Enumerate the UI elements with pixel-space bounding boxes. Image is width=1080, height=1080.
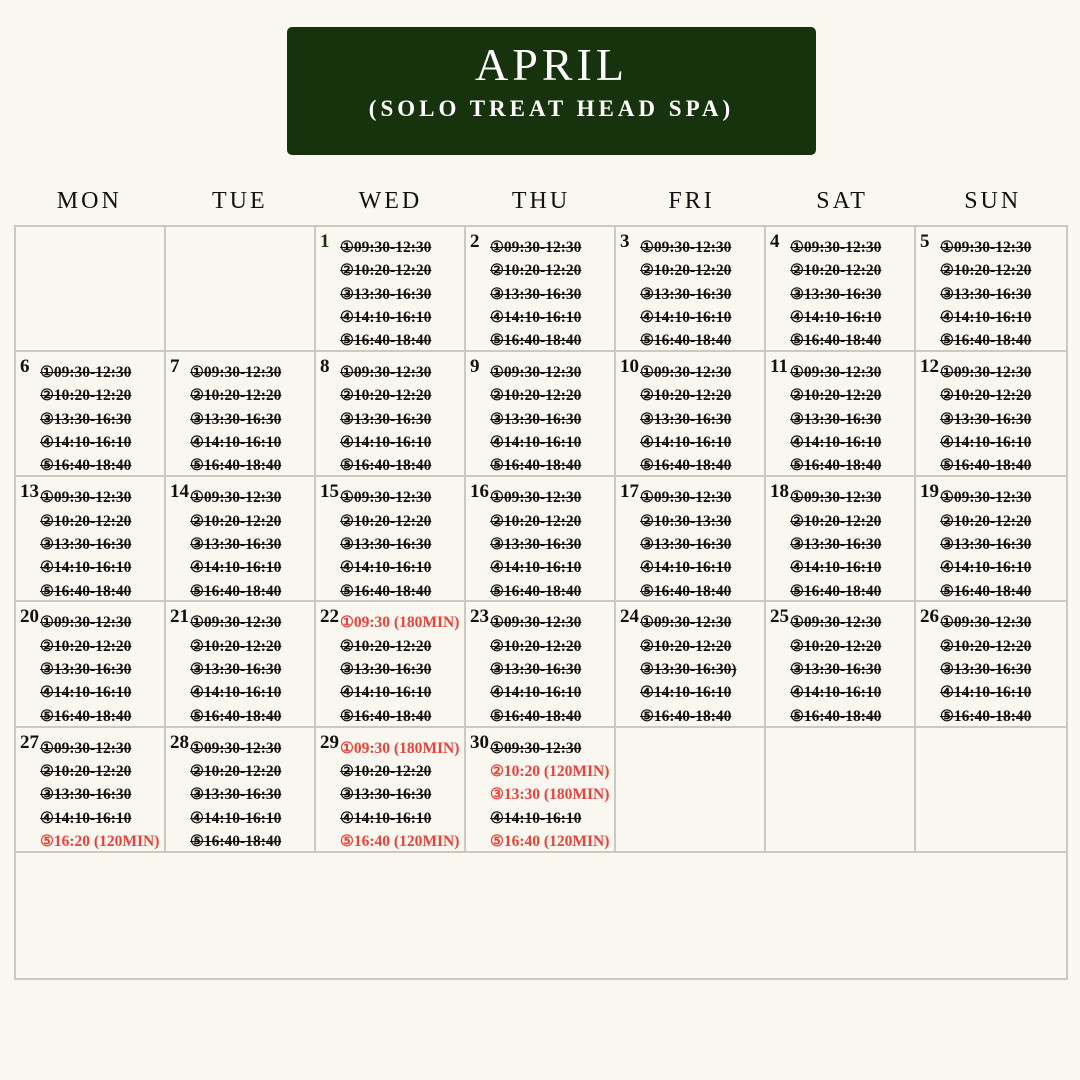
available-slot[interactable]: ①09:30 (180MIN) [340,614,460,632]
booked-slot: ③13:30-16:30 [340,285,432,303]
time-slot-list [940,361,1066,477]
booked-slot: ①09:30-12:30 [790,239,882,256]
booked-slot: ⑤16:40-18:40 [790,707,882,725]
booked-slot: ③13:30-16:30 [40,661,132,679]
booked-slot: ①09:30-12:30 [340,239,432,256]
booked-slot: ①09:30-12:30 [190,739,282,757]
booked-slot: ④14:10-16:10 [490,559,582,577]
booked-slot: ①09:30-12:30 [940,489,1032,507]
booked-slot: ③13:30-16:30 [940,661,1032,679]
time-slot-list [490,361,614,477]
time-slot-list [490,486,614,602]
booked-slot: ⑤16:40-18:40 [790,582,882,600]
booked-slot: ②10:20-12:20 [790,637,882,655]
booked-slot: ②10:20-12:20 [190,637,282,655]
booked-slot: ④14:10-16:10 [40,559,132,577]
day-number: 17 [620,481,639,503]
day-number: 30 [470,731,489,753]
booked-slot: ④14:10-16:10 [340,559,432,577]
available-slot[interactable]: ①09:30 (180MIN) [340,739,460,757]
booked-slot: ⑤16:40-18:40 [40,457,132,475]
booked-slot: ②10:20-12:20 [490,637,582,655]
booked-slot: ③13:30-16:30 [790,661,882,679]
booked-slot: ⑤16:40-18:40 [640,707,732,725]
booked-slot: ③13:30-16:30 [940,285,1032,303]
booked-slot: ⑤16:40-18:40 [490,457,582,475]
day-number: 25 [770,606,789,628]
weekday-thu: THU [511,188,571,214]
booked-slot: ③13:30-16:30 [940,535,1032,553]
booked-slot: ②10:20-12:20 [940,387,1032,405]
day-cell-15 [316,477,466,602]
day-cell-5 [916,227,1066,352]
time-slot-list [40,737,164,853]
day-cell-30 [466,728,616,853]
day-cell-22 [316,602,466,727]
booked-slot: ①09:30-12:30 [490,489,582,507]
time-slot-list [340,611,464,727]
booked-slot: ②10:20-12:20 [40,512,132,530]
booked-slot: ③13:30-16:30) [640,661,737,679]
booked-slot: ⑤16:40-18:40 [40,582,132,600]
booked-slot: ①09:30-12:30 [940,239,1032,256]
day-number: 20 [20,606,39,628]
booked-slot: ④14:10-16:10 [940,559,1032,577]
calendar-grid [14,225,1068,980]
time-slot-list [640,236,764,352]
booked-slot: ②10:20-12:20 [940,262,1032,280]
booked-slot: ②10:20-12:20 [40,637,132,655]
booked-slot: ②10:20-12:20 [640,387,732,405]
time-slot-list [640,361,764,477]
booked-slot: ⑤16:40-18:40 [190,707,282,725]
weekday-sun: SUN [964,188,1022,214]
day-cell-9 [466,352,616,477]
day-cell-29 [316,728,466,853]
time-slot-list [40,486,164,602]
booked-slot: ③13:30-16:30 [340,410,432,428]
time-slot-list [490,737,614,853]
empty-day-cell [16,227,166,352]
booked-slot: ②10:20-12:20 [490,262,582,280]
booked-slot: ⑤16:40-18:40 [340,332,432,350]
day-number: 9 [470,356,480,378]
day-number: 19 [920,481,939,503]
time-slot-list [340,361,464,477]
booked-slot: ①09:30-12:30 [640,489,732,507]
booked-slot: ⑤16:40-18:40 [490,332,582,350]
booked-slot: ④14:10-16:10 [490,434,582,452]
booked-slot: ④14:10-16:10 [640,559,732,577]
day-number: 27 [20,731,39,753]
booked-slot: ①09:30-12:30 [790,489,882,507]
day-cell-6 [16,352,166,477]
booked-slot: ①09:30-12:30 [190,489,282,507]
day-number: 24 [620,606,639,628]
empty-day-cell [916,728,1066,853]
booked-slot: ⑤16:40-18:40 [640,457,732,475]
day-cell-20 [16,602,166,727]
day-number: 2 [470,231,480,252]
booked-slot: ④14:10-16:10 [190,559,282,577]
booked-slot: ④14:10-16:10 [790,559,882,577]
booked-slot: ④14:10-16:10 [340,308,432,326]
day-number: 10 [620,356,639,378]
time-slot-list [640,611,764,727]
empty-day-cell [166,227,316,352]
weekday-fri: FRI [668,188,715,214]
booked-slot: ②10:20-12:20 [790,512,882,530]
weekday-mon: MON [56,188,122,214]
day-number: 7 [170,356,180,378]
day-number: 16 [470,481,489,503]
day-cell-25 [766,602,916,727]
booked-slot: ②10:20-12:20 [40,762,132,780]
time-slot-list [790,361,914,477]
time-slot-list [190,361,314,477]
available-slot[interactable]: ⑤16:20 (120MIN) [40,832,160,850]
day-number: 5 [920,231,930,252]
time-slot-list [340,486,464,602]
booked-slot: ②10:20-12:20 [490,512,582,530]
day-cell-13 [16,477,166,602]
booked-slot: ⑤16:40-18:40 [340,707,432,725]
time-slot-list [940,236,1066,352]
booked-slot: ⑤16:40-18:40 [490,582,582,600]
day-cell-12 [916,352,1066,477]
booked-slot: ④14:10-16:10 [40,684,132,702]
month-title: APRIL [475,39,628,90]
booked-slot: ④14:10-16:10 [790,308,882,326]
booked-slot: ③13:30-16:30 [790,285,882,303]
weekday-wed: WED [358,188,423,214]
booked-slot: ①09:30-12:30 [940,614,1032,632]
day-number: 4 [770,231,780,252]
booked-slot: ②10:20-12:20 [340,387,432,405]
day-cell-28 [166,728,316,853]
time-slot-list [190,486,314,602]
booked-slot: ⑤16:40-18:40 [790,332,882,350]
weekday-sat: SAT [816,188,868,214]
booked-slot: ③13:30-16:30 [190,786,282,804]
day-number: 26 [920,606,939,628]
weekday-header-row [14,186,1068,216]
day-cell-2 [466,227,616,352]
booked-slot: ④14:10-16:10 [190,434,282,452]
day-number: 21 [170,606,189,628]
time-slot-list [40,611,164,727]
day-number: 29 [320,731,339,753]
booked-slot: ②10:20-12:20 [940,512,1032,530]
day-number: 6 [20,356,30,378]
day-cell-26 [916,602,1066,727]
booked-slot: ⑤16:40-18:40 [190,832,282,850]
booked-slot: ①09:30-12:30 [490,739,582,757]
weekday-tue: TUE [212,188,268,214]
available-slot[interactable]: ③13:30 (180MIN) [490,786,610,804]
time-slot-list [940,611,1066,727]
booked-slot: ②10:20-12:20 [340,637,432,655]
day-cell-27 [16,728,166,853]
service-subtitle: (SOLO TREAT HEAD SPA) [368,96,735,121]
booked-slot: ③13:30-16:30 [940,410,1032,428]
booked-slot: ④14:10-16:10 [940,684,1032,702]
booked-slot: ②10:20-12:20 [190,762,282,780]
booked-slot: ⑤16:40-18:40 [640,582,732,600]
booked-slot: ④14:10-16:10 [490,308,582,326]
available-slot[interactable]: ②10:20 (120MIN) [490,762,610,780]
booked-slot: ②10:20-12:20 [340,512,432,530]
booked-slot: ③13:30-16:30 [40,786,132,804]
day-number: 8 [320,356,330,378]
day-cell-7 [166,352,316,477]
booked-slot: ③13:30-16:30 [340,786,432,804]
booked-slot: ⑤16:40-18:40 [490,707,582,725]
day-cell-8 [316,352,466,477]
time-slot-list [640,486,764,602]
booked-slot: ②10:20-12:20 [340,262,432,280]
time-slot-list [40,361,164,477]
booked-slot: ④14:10-16:10 [190,684,282,702]
booked-slot: ①09:30-12:30 [40,739,132,757]
booked-slot: ④14:10-16:10 [340,684,432,702]
booked-slot: ④14:10-16:10 [790,434,882,452]
time-slot-list [790,486,914,602]
booked-slot: ⑤16:40-18:40 [940,457,1032,475]
booked-slot: ④14:10-16:10 [940,434,1032,452]
booked-slot: ②10:20-12:20 [640,637,732,655]
booked-slot: ④14:10-16:10 [340,809,432,827]
day-cell-19 [916,477,1066,602]
booked-slot: ④14:10-16:10 [490,809,582,827]
booked-slot: ③13:30-16:30 [40,410,132,428]
booked-slot: ①09:30-12:30 [640,239,732,256]
day-cell-10 [616,352,766,477]
booked-slot: ④14:10-16:10 [340,434,432,452]
booked-slot: ①09:30-12:30 [340,364,432,382]
day-cell-11 [766,352,916,477]
booked-slot: ⑤16:40-18:40 [940,332,1032,350]
day-cell-14 [166,477,316,602]
time-slot-list [940,486,1066,602]
booked-slot: ②10:30-13:30 [640,512,732,530]
booked-slot: ②10:20-12:20 [640,262,732,280]
booked-slot: ④14:10-16:10 [640,684,732,702]
booked-slot: ①09:30-12:30 [490,614,582,632]
day-cell-24 [616,602,766,727]
booked-slot: ③13:30-16:30 [640,285,732,303]
booked-slot: ③13:30-16:30 [190,410,282,428]
booked-slot: ④14:10-16:10 [640,308,732,326]
booked-slot: ④14:10-16:10 [190,809,282,827]
booked-slot: ③13:30-16:30 [40,535,132,553]
day-number: 15 [320,481,339,503]
booked-slot: ②10:20-12:20 [340,762,432,780]
day-cell-21 [166,602,316,727]
day-cell-3 [616,227,766,352]
booked-slot: ⑤16:40-18:40 [190,582,282,600]
booked-slot: ③13:30-16:30 [340,535,432,553]
empty-day-cell [766,728,916,853]
booked-slot: ⑤16:40-18:40 [40,707,132,725]
time-slot-list [490,611,614,727]
booked-slot: ③13:30-16:30 [790,535,882,553]
booked-slot: ③13:30-16:30 [790,410,882,428]
booked-slot: ①09:30-12:30 [490,364,582,382]
day-number: 28 [170,731,189,753]
day-number: 23 [470,606,489,628]
time-slot-list [340,737,464,853]
empty-day-cell [616,728,766,853]
day-cell-16 [466,477,616,602]
booked-slot: ⑤16:40-18:40 [340,582,432,600]
booked-slot: ②10:20-12:20 [790,262,882,280]
booked-slot: ①09:30-12:30 [640,614,732,632]
booked-slot: ⑤16:40-18:40 [340,457,432,475]
day-number: 11 [770,356,788,378]
day-cell-18 [766,477,916,602]
day-number: 22 [320,606,339,628]
booked-slot: ②10:20-12:20 [790,387,882,405]
booked-slot: ①09:30-12:30 [190,614,282,632]
booked-slot: ①09:30-12:30 [40,364,132,382]
time-slot-list [340,236,464,352]
booked-slot: ②10:20-12:20 [190,512,282,530]
booked-slot: ①09:30-12:30 [790,364,882,382]
booked-slot: ①09:30-12:30 [340,489,432,507]
booked-slot: ④14:10-16:10 [490,684,582,702]
booked-slot: ①09:30-12:30 [40,614,132,632]
month-header [287,27,816,155]
booked-slot: ⑤16:40-18:40 [640,332,732,350]
booked-slot: ①09:30-12:30 [40,489,132,507]
day-number: 18 [770,481,789,503]
booked-slot: ⑤16:40-18:40 [940,707,1032,725]
booked-slot: ②10:20-12:20 [40,387,132,405]
booked-slot: ④14:10-16:10 [790,684,882,702]
day-cell-1 [316,227,466,352]
booked-slot: ④14:10-16:10 [940,308,1032,326]
booked-slot: ②10:20-12:20 [940,637,1032,655]
time-slot-list [790,236,914,352]
time-slot-list [190,737,314,853]
booked-slot: ③13:30-16:30 [640,535,732,553]
booked-slot: ②10:20-12:20 [190,387,282,405]
day-number: 14 [170,481,189,503]
booked-slot: ⑤16:40-18:40 [790,457,882,475]
booked-slot: ③13:30-16:30 [190,661,282,679]
booked-slot: ④14:10-16:10 [640,434,732,452]
time-slot-list [190,611,314,727]
day-number: 13 [20,481,39,503]
day-number: 1 [320,231,330,252]
day-number: 12 [920,356,939,378]
booked-slot: ①09:30-12:30 [640,364,732,382]
booked-slot: ③13:30-16:30 [490,535,582,553]
booked-slot: ③13:30-16:30 [190,535,282,553]
booked-slot: ③13:30-16:30 [490,410,582,428]
booked-slot: ④14:10-16:10 [40,809,132,827]
booked-slot: ③13:30-16:30 [490,285,582,303]
available-slot[interactable]: ⑤16:40 (120MIN) [340,832,460,850]
booked-slot: ②10:20-12:20 [490,387,582,405]
booked-slot: ⑤16:40-18:40 [940,582,1032,600]
booked-slot: ③13:30-16:30 [490,661,582,679]
day-number: 3 [620,231,630,252]
booked-slot: ①09:30-12:30 [790,614,882,632]
booked-slot: ①09:30-12:30 [940,364,1032,382]
booked-slot: ①09:30-12:30 [490,239,582,256]
day-cell-23 [466,602,616,727]
booked-slot: ①09:30-12:30 [190,364,282,382]
day-cell-17 [616,477,766,602]
available-slot[interactable]: ⑤16:40 (120MIN) [490,832,610,850]
day-cell-4 [766,227,916,352]
booked-slot: ③13:30-16:30 [640,410,732,428]
time-slot-list [490,236,614,352]
booked-slot: ⑤16:40-18:40 [190,457,282,475]
booked-slot: ④14:10-16:10 [40,434,132,452]
booked-slot: ③13:30-16:30 [340,661,432,679]
time-slot-list [790,611,914,727]
